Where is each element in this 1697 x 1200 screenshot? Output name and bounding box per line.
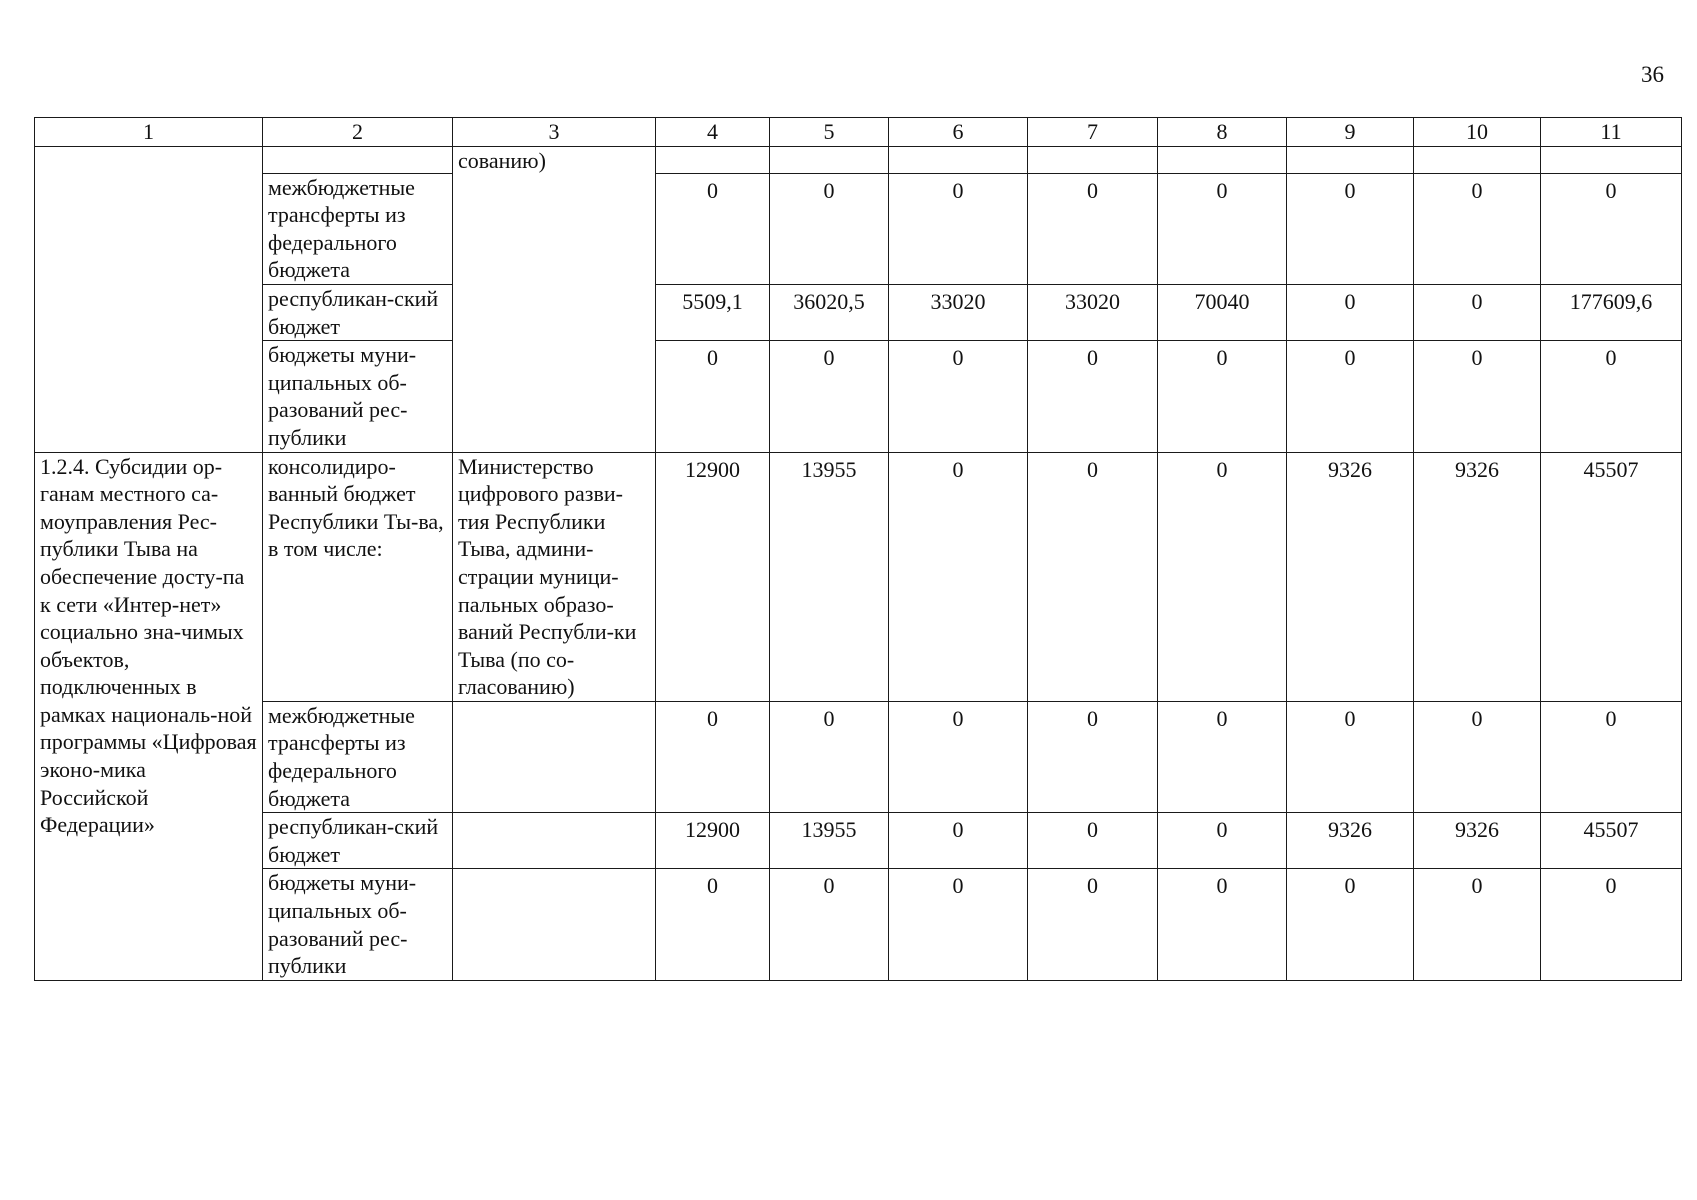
value-cell: 0 xyxy=(889,173,1028,284)
column-number: 4 xyxy=(656,118,770,147)
value-cell: 0 xyxy=(1028,701,1158,812)
column-number: 6 xyxy=(889,118,1028,147)
value-cell: 12900 xyxy=(656,813,770,869)
value-cell: 0 xyxy=(1541,173,1682,284)
value-cell: 9326 xyxy=(1414,452,1541,701)
value-cell: 0 xyxy=(1028,452,1158,701)
funding-source-cell: бюджеты муни-ципальных об-разований рес-публики xyxy=(263,341,453,452)
funding-source-cell: межбюджетные трансферты из федерального бюджета xyxy=(263,173,453,284)
value-cell: 0 xyxy=(1287,341,1414,452)
value-cell: 0 xyxy=(1287,869,1414,980)
value-cell: 0 xyxy=(770,701,889,812)
value-cell: 0 xyxy=(656,341,770,452)
executor-cell-empty xyxy=(453,869,656,980)
table-row xyxy=(35,173,1682,284)
executor-cell: Министерство цифрового разви-тия Республики Тыва, админи-страции муници-пальных образо-ваний Республи-ки Тыва (по со-гласованию) xyxy=(453,452,656,701)
value-cell: 5509,1 xyxy=(656,284,770,340)
value-cell: 0 xyxy=(1028,173,1158,284)
column-number: 11 xyxy=(1541,118,1682,147)
value-cell: 45507 xyxy=(1541,813,1682,869)
value-cell: 0 xyxy=(1287,701,1414,812)
funding-source-cell: республикан-ский бюджет xyxy=(263,813,453,869)
value-cell: 0 xyxy=(1541,341,1682,452)
value-cell: 0 xyxy=(1414,869,1541,980)
table-row xyxy=(35,146,1682,173)
value-cell: 9326 xyxy=(1414,813,1541,869)
value-cell: 0 xyxy=(1414,173,1541,284)
value-cell: 0 xyxy=(889,869,1028,980)
value-cell: 33020 xyxy=(889,284,1028,340)
value-cell: 12900 xyxy=(656,452,770,701)
value-cell: 0 xyxy=(1287,173,1414,284)
table-row xyxy=(35,701,1682,812)
funding-source-cell xyxy=(263,146,453,173)
value-cell: 0 xyxy=(656,173,770,284)
value-cell: 0 xyxy=(889,813,1028,869)
executor-cell-continued: сованию) xyxy=(453,146,656,452)
value-cell: 36020,5 xyxy=(770,284,889,340)
value-cell: 0 xyxy=(770,341,889,452)
table-row xyxy=(35,284,1682,340)
measure-cell-continued xyxy=(35,146,263,452)
table-row xyxy=(35,341,1682,452)
column-number-row xyxy=(35,118,1682,147)
value-cell: 0 xyxy=(889,341,1028,452)
value-cell: 0 xyxy=(889,701,1028,812)
value-cell: 0 xyxy=(1541,869,1682,980)
value-cell: 177609,6 xyxy=(1541,284,1682,340)
column-number: 9 xyxy=(1287,118,1414,147)
funding-source-cell: бюджеты муни-ципальных об-разований рес-публики xyxy=(263,869,453,980)
value-cell: 9326 xyxy=(1287,813,1414,869)
executor-cell-empty xyxy=(453,701,656,812)
value-cell: 0 xyxy=(1158,452,1287,701)
executor-cell-empty xyxy=(453,813,656,869)
value-cell: 0 xyxy=(1158,341,1287,452)
value-cell: 0 xyxy=(1414,341,1541,452)
value-cell: 0 xyxy=(1414,701,1541,812)
value-cell: 0 xyxy=(1158,173,1287,284)
value-cell: 13955 xyxy=(770,452,889,701)
column-number: 7 xyxy=(1028,118,1158,147)
value-cell: 45507 xyxy=(1541,452,1682,701)
funding-source-cell: межбюджетные трансферты из федерального бюджета xyxy=(263,701,453,812)
column-number: 5 xyxy=(770,118,889,147)
value-cell: 33020 xyxy=(1028,284,1158,340)
column-number: 8 xyxy=(1158,118,1287,147)
value-cell: 0 xyxy=(889,452,1028,701)
table-row xyxy=(35,452,1682,701)
funding-source-cell: республикан-ский бюджет xyxy=(263,284,453,340)
value-cell: 13955 xyxy=(770,813,889,869)
value-cell: 0 xyxy=(770,173,889,284)
value-cell: 70040 xyxy=(1158,284,1287,340)
value-cell: 0 xyxy=(1158,813,1287,869)
measure-cell: 1.2.4. Субсидии ор-ганам местного са-моуправления Рес-публики Тыва на обеспечение досту-па к сети «Интер-нет» социально зна-чимых объектов, подключенных в рамках националь-ной программы «Цифровая эконо-мика Российской Федерации» xyxy=(35,452,263,980)
value-cell: 0 xyxy=(1028,869,1158,980)
value-cell: 0 xyxy=(1028,341,1158,452)
budget-table xyxy=(34,117,1682,981)
value-cell: 0 xyxy=(1158,701,1287,812)
page-number: 36 xyxy=(1641,62,1664,87)
value-cell: 0 xyxy=(1158,869,1287,980)
value-cell: 0 xyxy=(770,869,889,980)
column-number: 10 xyxy=(1414,118,1541,147)
value-cell: 0 xyxy=(1541,701,1682,812)
value-cell: 9326 xyxy=(1287,452,1414,701)
value-cell: 0 xyxy=(656,701,770,812)
table-row xyxy=(35,813,1682,869)
column-number: 2 xyxy=(263,118,453,147)
value-cell: 0 xyxy=(1028,813,1158,869)
value-cell: 0 xyxy=(1414,284,1541,340)
column-number: 1 xyxy=(35,118,263,147)
column-number: 3 xyxy=(453,118,656,147)
value-cell: 0 xyxy=(656,869,770,980)
value-cell: 0 xyxy=(1287,284,1414,340)
funding-source-cell: консолидиро-ванный бюджет Республики Ты-ва, в том числе: xyxy=(263,452,453,701)
table-row xyxy=(35,869,1682,980)
